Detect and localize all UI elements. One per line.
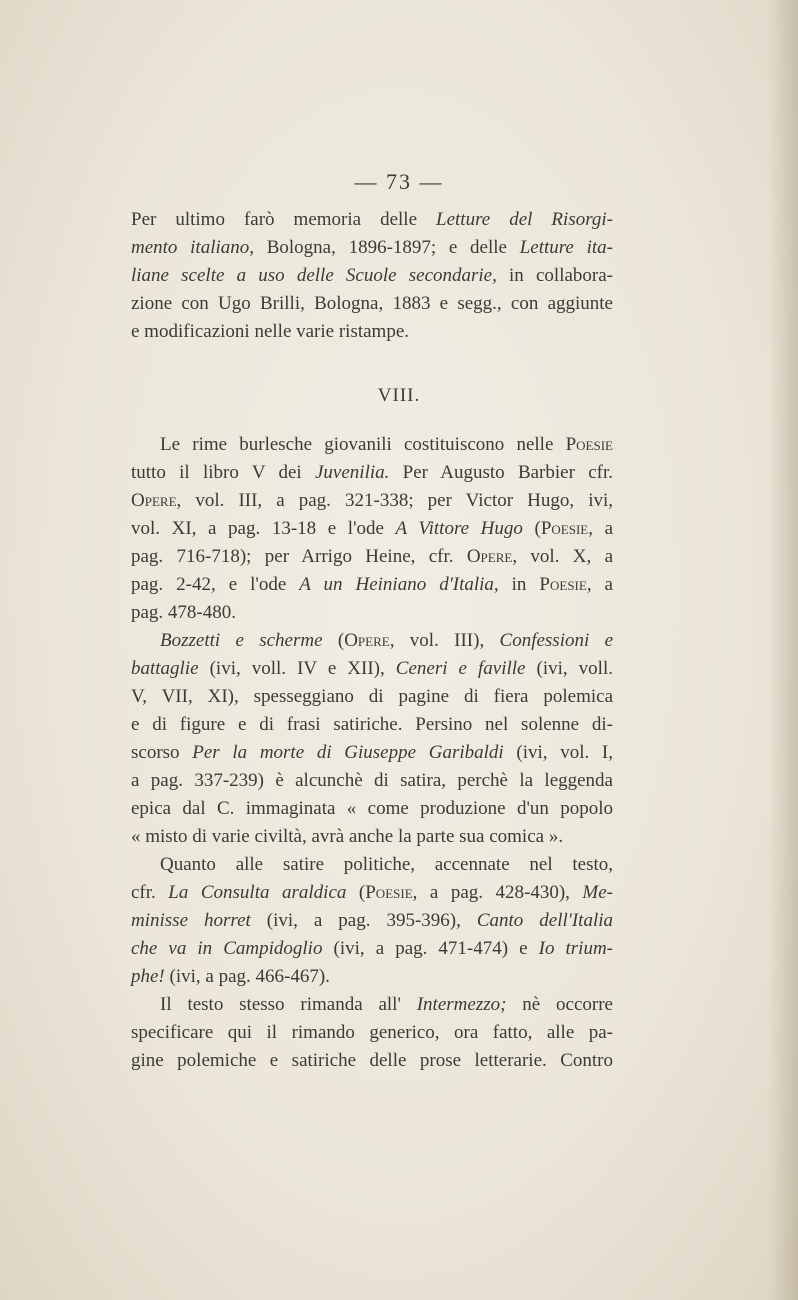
text-line <box>131 739 613 767</box>
text-run: V, VII, XI), spesseggiano di pagine di fiera polemica <box>131 686 613 707</box>
text-run: zione con Ugo Brilli, Bologna, 1883 e segg., con aggiunte <box>131 293 613 314</box>
italic-run: che va in Campidoglio <box>131 938 323 959</box>
text-run: (ivi, a pag. 471-474) e <box>322 938 539 959</box>
text-line <box>131 318 613 346</box>
italic-run: Letture ita- <box>519 237 613 258</box>
italic-run: battaglie <box>131 658 199 679</box>
text-run: in <box>498 574 540 595</box>
text-run: Il testo stesso rimanda all' <box>160 994 417 1015</box>
text-line <box>131 234 613 262</box>
italic-run: phe! <box>131 966 165 987</box>
small-caps-run: Opere <box>344 630 390 651</box>
text-run: e modificazioni nelle varie ristampe. <box>131 321 410 342</box>
text-run: , vol. X, a <box>512 546 613 567</box>
text-run: ( <box>346 882 366 903</box>
text-run: , a <box>588 518 614 539</box>
text-run: (ivi, a pag. 466-467). <box>164 966 330 987</box>
text-line <box>131 795 613 823</box>
text-run: Le rime burlesche giovanili costituiscono nelle <box>160 434 566 455</box>
italic-run: Io trium- <box>538 938 614 959</box>
italic-run: Bozzetti e scherme <box>160 630 323 651</box>
text-run: specificare qui il rimando generico, ora fatto, alle pa- <box>131 1022 613 1043</box>
text-run: Per Augusto Barbier cfr. <box>389 462 613 483</box>
text-run: ( <box>322 630 345 651</box>
text-line <box>160 991 613 1019</box>
text-line <box>131 1047 613 1075</box>
italic-run: Intermezzo; <box>416 994 507 1015</box>
text-run: , a pag. 428-430), <box>412 882 583 903</box>
text-line <box>131 683 613 711</box>
small-caps-run: Poesie <box>365 882 413 903</box>
text-line <box>131 515 613 543</box>
text-line <box>131 963 613 991</box>
italic-run: liane scelte a uso delle Scuole secondarie, <box>131 265 497 286</box>
page-edge-shadow <box>768 0 798 1300</box>
text-line <box>131 655 613 683</box>
text-run: (ivi, vol. I, <box>503 742 613 763</box>
section-heading: VIII. <box>377 385 421 406</box>
text-run: (ivi, a pag. 395-396), <box>250 910 477 931</box>
text-run: cfr. <box>131 882 169 903</box>
italic-run: Juvenilia. <box>315 462 390 483</box>
text-run: , a <box>586 574 613 595</box>
text-run: epica dal C. immaginata « come produzione d'un popolo <box>131 798 613 819</box>
text-line <box>131 290 613 318</box>
text-line <box>131 262 613 290</box>
text-line <box>160 431 613 459</box>
page-number: — 73 — <box>354 169 444 194</box>
text-run: vol. XI, a pag. 13-18 e l'ode <box>131 518 396 539</box>
text-line <box>131 879 613 907</box>
text-run: gine polemiche e satiriche delle prose letterarie. Contro <box>131 1050 613 1071</box>
text-run: « misto di varie civiltà, avrà anche la parte sua comica ». <box>131 826 564 847</box>
text-line <box>131 599 613 627</box>
text-line <box>131 571 613 599</box>
small-caps-run: Poesie <box>540 518 589 539</box>
text-run: ( <box>522 518 541 539</box>
text-run: nè occorre <box>506 994 613 1015</box>
italic-run: A un Heiniano d'Italia, <box>299 574 499 595</box>
italic-run: Per la morte di Giuseppe Garibaldi <box>192 742 504 763</box>
text-line <box>131 767 613 795</box>
text-line <box>131 206 613 234</box>
text-line <box>131 907 613 935</box>
text-run: a pag. 337-239) è alcunchè di satira, perchè la leggenda <box>131 770 613 791</box>
small-caps-run: Opere <box>131 490 177 511</box>
small-caps-run: Poesie <box>565 434 613 455</box>
italic-run: Me- <box>582 882 614 903</box>
italic-run: Canto dell'Italia <box>476 910 614 931</box>
text-run: (ivi, voll. <box>525 658 613 679</box>
text-line <box>160 627 613 655</box>
italic-run: Ceneri e faville <box>395 658 526 679</box>
text-line <box>131 543 613 571</box>
text-run: (ivi, voll. IV e XII), <box>198 658 396 679</box>
text-line <box>131 935 613 963</box>
text-run: tutto il libro V dei <box>131 462 315 483</box>
text-line <box>131 823 613 851</box>
italic-run: mento italiano, <box>131 237 255 258</box>
text-run: in collabora- <box>496 265 613 286</box>
text-run: scorso <box>131 742 193 763</box>
italic-run: minisse horret <box>131 910 251 931</box>
italic-run: Letture del Risorgi- <box>436 209 614 230</box>
text-line <box>131 459 613 487</box>
small-caps-run: Poesie <box>539 574 587 595</box>
text-run: , vol. III), <box>389 630 500 651</box>
text-run: , vol. III, a pag. 321-338; per Victor Hugo, ivi, <box>176 490 613 511</box>
italic-run: Confessioni e <box>499 630 613 651</box>
text-line <box>131 711 613 739</box>
text-line <box>160 851 613 879</box>
text-run: pag. 716-718); per Arrigo Heine, cfr. <box>131 546 467 567</box>
text-line <box>131 1019 613 1047</box>
text-run: Quanto alle satire politiche, accennate nel testo, <box>160 854 613 875</box>
text-run: pag. 478-480. <box>131 602 237 623</box>
italic-run: A Vittore Hugo <box>395 518 523 539</box>
italic-run: La Consulta araldica <box>168 882 347 903</box>
small-caps-run: Opere <box>466 546 513 567</box>
text-run: pag. 2-42, e l'ode <box>131 574 300 595</box>
text-line <box>131 487 613 515</box>
text-run: Bologna, 1896-1897; e delle <box>254 237 520 258</box>
text-run: Per ultimo farò memoria delle <box>131 209 437 230</box>
text-run: e di figure e di frasi satiriche. Persino nel solenne di- <box>131 714 613 735</box>
